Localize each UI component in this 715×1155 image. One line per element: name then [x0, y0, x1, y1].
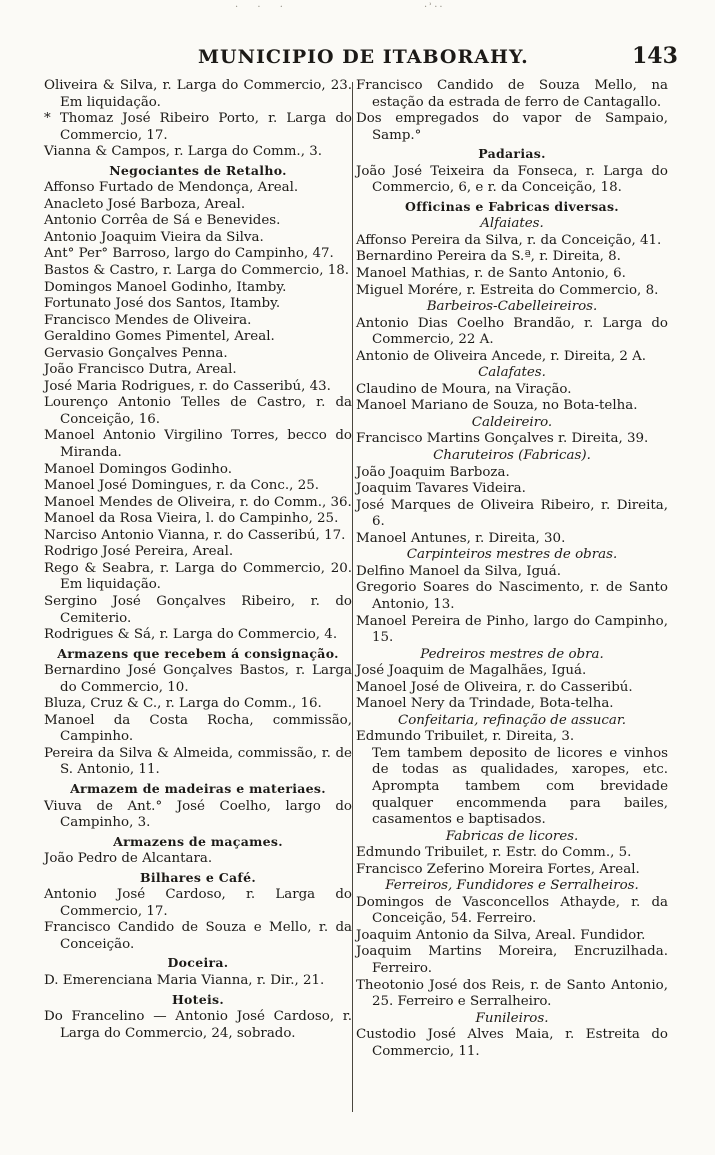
directory-entry: Joaquim Tavares Videira. — [356, 481, 526, 497]
directory-entry: João José Teixeira da Fonseca, r. Larga do Commercio, 6, e r. da Conceição, 18. — [356, 163, 668, 196]
directory-entry: Do Francelino — Antonio José Cardoso, r. Larga do Commercio, 24, sobrado. — [44, 1009, 352, 1041]
directory-entry: Ant° Per° Barroso, largo do Campinho, 47. — [44, 246, 334, 262]
directory-entry: Anacleto José Barboza, Areal. — [44, 196, 246, 212]
directory-entry: Manoel Domingos Godinho. — [44, 461, 232, 477]
directory-entry: Miguel Morére, r. Estreita do Commercio, 8. — [356, 282, 659, 298]
left-column — [44, 78, 352, 1042]
directory-entry: Pereira da Silva & Almeida, commissão, r. de S. Antonio, 11. — [44, 745, 352, 778]
directory-entry: Antonio Dias Coelho Brandão, r. Larga do Commercio, 22 A. — [356, 315, 668, 348]
directory-entry: Oliveira & Silva, r. Larga do Commercio, 23. Em liquidação. — [44, 78, 352, 110]
directory-entry: Manoel Mariano de Souza, no Bota-telha. — [356, 398, 638, 414]
subsection-heading: Charuteiros (Fabricas). — [433, 448, 591, 464]
directory-entry: Francisco Martins Gonçalves r. Direita, 39. — [356, 431, 649, 447]
directory-entry: Manoel Mathias, r. de Santo Antonio, 6. — [356, 266, 626, 282]
subsection-heading: Caldeireiro. — [471, 414, 553, 430]
directory-entry: Claudino de Moura, na Viração. — [356, 381, 572, 397]
section-heading: Padarias. — [478, 146, 546, 162]
column-divider — [352, 82, 353, 1112]
directory-entry: Manoel Nery da Trindade, Bota-telha. — [356, 696, 614, 712]
directory-entry: Bastos & Castro, r. Larga do Commercio, 18. — [44, 263, 350, 279]
section-heading: Negociantes de Retalho. — [109, 162, 287, 178]
section-heading: Hoteis. — [171, 991, 225, 1007]
directory-entry: Rego & Seabra, r. Larga do Commercio, 20. Em liquidação. — [44, 560, 352, 593]
subsection-heading: Fabricas de licores. — [445, 828, 579, 844]
directory-entry: * Thomaz José Ribeiro Porto, r. Larga do Commercio, 17. — [44, 111, 352, 143]
subsection-heading: Funileiros. — [475, 1010, 549, 1026]
directory-entry: Edmundo Tribuilet, r. Estr. do Comm., 5. — [356, 845, 632, 861]
ink-specks-right: ·ʾ·· — [424, 2, 445, 13]
directory-entry: João Pedro de Alcantara. — [44, 851, 213, 867]
directory-entry: Domingos de Vasconcellos Athayde, r. da Conceição, 54. Ferreiro. — [356, 894, 668, 927]
directory-entry: João Francisco Dutra, Areal. — [44, 362, 237, 378]
directory-entry: Dos empregados do vapor de Sampaio, Samp.° — [356, 111, 668, 143]
directory-entry: Delfino Manoel da Silva, Iguá. — [356, 563, 561, 579]
directory-entry: Manoel Mendes de Oliveira, r. do Comm., 36. — [44, 494, 352, 510]
directory-entry: Theotonio José dos Reis, r. de Santo Antonio, 25. Ferreiro e Serralheiro. — [356, 977, 668, 1010]
directory-entry: Rodrigues & Sá, r. Larga do Commercio, 4. — [44, 627, 338, 643]
section-heading: Doceira. — [167, 955, 229, 971]
page-header — [0, 43, 715, 72]
subsection-heading: Carpinteiros mestres de obras. — [406, 547, 618, 563]
directory-entry: Geraldino Gomes Pimentel, Areal. — [44, 329, 275, 345]
subsection-heading: Alfaiates. — [480, 216, 544, 232]
subsection-heading: Calafates. — [478, 365, 546, 381]
advertisement-text: Tem tambem deposito de licores e vinhos de todas as qualidades, xaropes, etc. Apromptа tambem com brevidade qualquer encommenda para bailes, casamentos e baptisados. — [372, 745, 668, 828]
directory-entry: Manoel Antunes, r. Direita, 30. — [356, 530, 566, 546]
directory-entry: Affonso Pereira da Silva, r. da Conceição, 41. — [356, 232, 662, 248]
directory-entry: José Joaquim de Magalhães, Iguá. — [356, 663, 587, 679]
section-heading: Armazens de maçames. — [113, 833, 283, 849]
directory-entry: Fortunato José dos Santos, Itamby. — [44, 296, 281, 312]
subsection-heading: Confeitaria, refinação de assucar. — [397, 712, 627, 728]
directory-entry: Affonso Furtado de Mendonça, Areal. — [44, 180, 299, 196]
directory-entry: Edmundo Tribuilet, r. Direita, 3. — [356, 729, 575, 745]
directory-entry: Francisco Mendes de Oliveira. — [44, 312, 252, 328]
directory-entry: Narciso Antonio Vianna, r. do Casseribú, 17. — [44, 527, 346, 543]
directory-entry: Joaquim Martins Moreira, Encruzilhada. Ferreiro. — [356, 944, 668, 976]
directory-entry: Antonio José Cardoso, r. Larga do Commercio, 17. — [44, 887, 352, 919]
directory-entry: Domingos Manoel Godinho, Itamby. — [44, 279, 287, 295]
directory-entry: Manoel José de Oliveira, r. do Casseribú. — [356, 679, 633, 695]
directory-entry: Bernardino José Gonçalves Bastos, r. Larga do Commercio, 10. — [44, 663, 352, 695]
directory-entry: João Joaquim Barboza. — [356, 464, 510, 480]
directory-entry: Rodrigo José Pereira, Areal. — [44, 544, 234, 560]
subsection-heading: Pedreiros mestres de obra. — [420, 646, 604, 662]
directory-entry: Vianna & Campos, r. Larga do Comm., 3. — [44, 144, 322, 160]
subsection-heading: Ferreiros, Fundidores e Serralheiros. — [385, 878, 639, 894]
directory-entry: José Marques de Oliveira Ribeiro, r. Direita, 6. — [356, 497, 668, 530]
directory-entry: Manoel da Costa Rocha, commissão, Campinho. — [44, 712, 352, 745]
section-heading: Officinas e Fabricas diversas. — [405, 198, 619, 214]
directory-entry: Joaquim Antonio da Silva, Areal. Fundidor. — [356, 927, 646, 943]
directory-entry: Antonio Corrêa de Sá e Benevides. — [44, 213, 281, 229]
directory-entry: Manoel Antonio Virgilino Torres, becco do Miranda. — [44, 428, 352, 461]
directory-entry: Custodio José Alves Maia, r. Estreita do Commercio, 11. — [356, 1027, 668, 1059]
directory-entry: Gregorio Soares do Nascimento, r. de Santo Antonio, 13. — [356, 580, 668, 612]
directory-entry: Bernardino Pereira da S.ª, r. Direita, 8. — [356, 249, 621, 265]
directory-entry: Gervasio Gonçalves Penna. — [44, 345, 228, 361]
directory-entry: D. Emerenciana Maria Vianna, r. Dir., 21. — [44, 972, 325, 988]
directory-entry: Francisco Candido de Souza Mello, na estação da estrada de ferro de Cantagallo. — [356, 78, 668, 110]
directory-entry: Francisco Candido de Souza e Mello, r. da Conceição. — [44, 920, 352, 952]
ink-specks: · · · — [235, 2, 291, 13]
directory-entry: Lourenço Antonio Telles de Castro, r. da Conceição, 16. — [44, 395, 352, 427]
page-number: 143 — [632, 43, 678, 69]
section-heading: Armazem de madeiras e materiaes. — [70, 780, 326, 796]
directory-entry: Manoel José Domingues, r. da Conc., 25. — [44, 478, 319, 494]
directory-entry: José Maria Rodrigues, r. do Casseribú, 43. — [44, 378, 331, 394]
directory-entry: Francisco Zeferino Moreira Fortes, Areal. — [356, 861, 640, 877]
directory-entry: Sergino José Gonçalves Ribeiro, r. do Cemiterio. — [44, 593, 352, 626]
directory-entry: Bluza, Cruz & C., r. Larga do Comm., 16. — [44, 696, 322, 712]
directory-entry: Viuva de Ant.° José Coelho, largo do Campinho, 3. — [44, 798, 352, 831]
page-title: MUNICIPIO DE ITABORAHY. — [198, 46, 529, 68]
section-heading: Armazens que recebem á consignação. — [57, 645, 339, 661]
directory-entry: Antonio de Oliveira Ancede, r. Direita, 2 A. — [356, 348, 647, 364]
directory-entry: Manoel da Rosa Vieira, l. do Campinho, 25. — [44, 511, 339, 527]
directory-entry: Manoel Pereira de Pinho, largo do Campinho, 15. — [356, 613, 668, 646]
right-column — [356, 78, 668, 1060]
section-heading: Bilhares e Café. — [139, 869, 256, 885]
directory-entry: Antonio Joaquim Vieira da Silva. — [44, 229, 264, 245]
subsection-heading: Barbeiros-Cabelleireiros. — [426, 299, 598, 315]
